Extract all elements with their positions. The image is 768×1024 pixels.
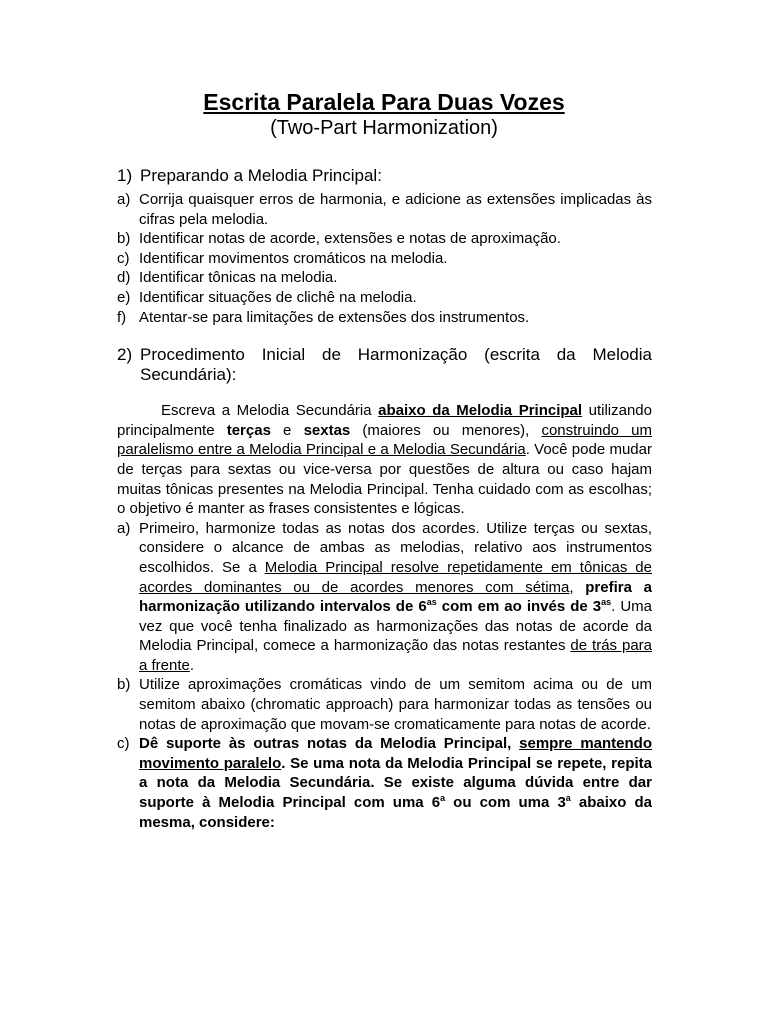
text-run: . Se uma nota da Melodia Principal se repete, repita a nota da Melodia Secundária. Se existe alguma dúvida entre dar suporte à Melodia Principal com uma 6 <box>139 754 653 812</box>
superscript: as <box>601 597 612 608</box>
list-item <box>117 519 652 676</box>
item-letter: d) <box>117 269 131 287</box>
superscript: a <box>565 793 571 804</box>
list-item <box>117 249 652 269</box>
list-item <box>117 190 652 229</box>
text-run: prefira a harmonização utilizando intervalos de 6 <box>139 578 652 616</box>
item-text <box>139 734 652 832</box>
section-title: Preparando a Melodia Principal: <box>140 166 382 185</box>
list-item <box>117 734 652 832</box>
list-item <box>117 288 652 308</box>
text-run: Primeiro, harmonize todas as notas dos acordes. Utilize terças ou sextas, considere o alcance de ambas as melodias, relativo aos instrumentos escolhidos. Se a <box>139 519 652 576</box>
text-run: utilizando principalmente <box>117 402 652 439</box>
text-run: . Você pode mudar de terças para sextas ou vice-versa por questões de altura ou caso hajam muitas tônicas presentes na Melodia Principal. Tenha cuidado com as escolhas; o objetivo é manter as frases consistentes e lógicas. <box>117 441 652 518</box>
text-run: abaixo da mesma, considere: <box>139 794 653 831</box>
page-title: Escrita Paralela Para Duas Vozes <box>203 89 565 115</box>
emphasis-text: sextas <box>303 421 351 439</box>
page-subtitle: (Two-Part Harmonization) <box>270 117 498 139</box>
item-letter: c) <box>117 249 130 267</box>
item-text <box>139 519 652 676</box>
superscript: as <box>426 597 437 608</box>
item-letter: c) <box>117 735 130 753</box>
list-item <box>117 268 652 288</box>
list-item <box>117 675 652 734</box>
section-title: Procedimento Inicial de Harmonização (escrita da Melodia Secundária): <box>140 345 652 385</box>
text-run: (maiores ou menores), <box>350 421 542 439</box>
item-text: Utilize aproximações cromáticas vindo de um semitom acima ou de um semitom abaixo (chromatic approach) para harmonizar todas as tensões ou notas de aproximação que movam-se cromaticamente para notas de acorde. <box>139 676 652 733</box>
item-letter: a) <box>117 519 131 537</box>
list-item <box>117 308 652 328</box>
text-run: com em ao invés de 3 <box>436 598 602 616</box>
item-letter: b) <box>117 230 131 248</box>
section-number: 2) <box>117 345 133 365</box>
text-run: , <box>569 578 586 596</box>
emphasis-text: terças <box>226 421 271 439</box>
item-letter: e) <box>117 288 131 306</box>
text-run: . Uma vez que você tenha finalizado as harmonizações das notas de acorde da Melodia Principal, comece a harmonização das notas restantes <box>139 598 652 655</box>
section-2-list <box>117 519 652 833</box>
intro-paragraph <box>117 401 652 519</box>
list-item <box>117 229 652 249</box>
underlined-text: sempre mantendo movimento paralelo <box>139 735 652 772</box>
text-run: Escreva a Melodia Secundária <box>161 402 379 420</box>
underlined-text: de trás para a frente <box>139 637 652 674</box>
item-text: Atentar-se para limitações de extensões dos instrumentos. <box>139 308 530 326</box>
underlined-text: construindo um paralelismo entre a Melodia Principal e a Melodia Secundária <box>117 421 652 459</box>
item-letter: a) <box>117 191 131 208</box>
item-letter: b) <box>117 676 131 694</box>
text-run: Dê suporte às outras notas da Melodia Principal, <box>139 735 520 753</box>
title-block <box>0 88 768 140</box>
section-2-heading <box>117 345 652 385</box>
section-number: 1) <box>117 166 133 185</box>
item-letter: f) <box>117 308 127 326</box>
document-body <box>117 166 652 832</box>
item-text: Identificar situações de clichê na melodia. <box>139 288 417 306</box>
text-run: . <box>189 656 195 674</box>
item-text: Corrija quaisquer erros de harmonia, e adicione as extensões implicadas às cifras pela melodia. <box>139 191 652 228</box>
item-text: Identificar notas de acorde, extensões e notas de aproximação. <box>139 230 561 248</box>
emphasis-text: abaixo da Melodia Principal <box>378 402 583 420</box>
text-run: ou com uma 3 <box>445 794 566 812</box>
text-run: e <box>270 421 304 439</box>
item-text: Identificar tônicas na melodia. <box>139 269 338 287</box>
underlined-text: Melodia Principal resolve repetidamente em tônicas de acordes dominantes ou de acordes menores com sétima <box>139 558 652 596</box>
section-1-list <box>117 190 652 327</box>
superscript: a <box>440 793 446 804</box>
section-1-heading <box>117 166 652 186</box>
item-text: Identificar movimentos cromáticos na melodia. <box>139 249 448 267</box>
